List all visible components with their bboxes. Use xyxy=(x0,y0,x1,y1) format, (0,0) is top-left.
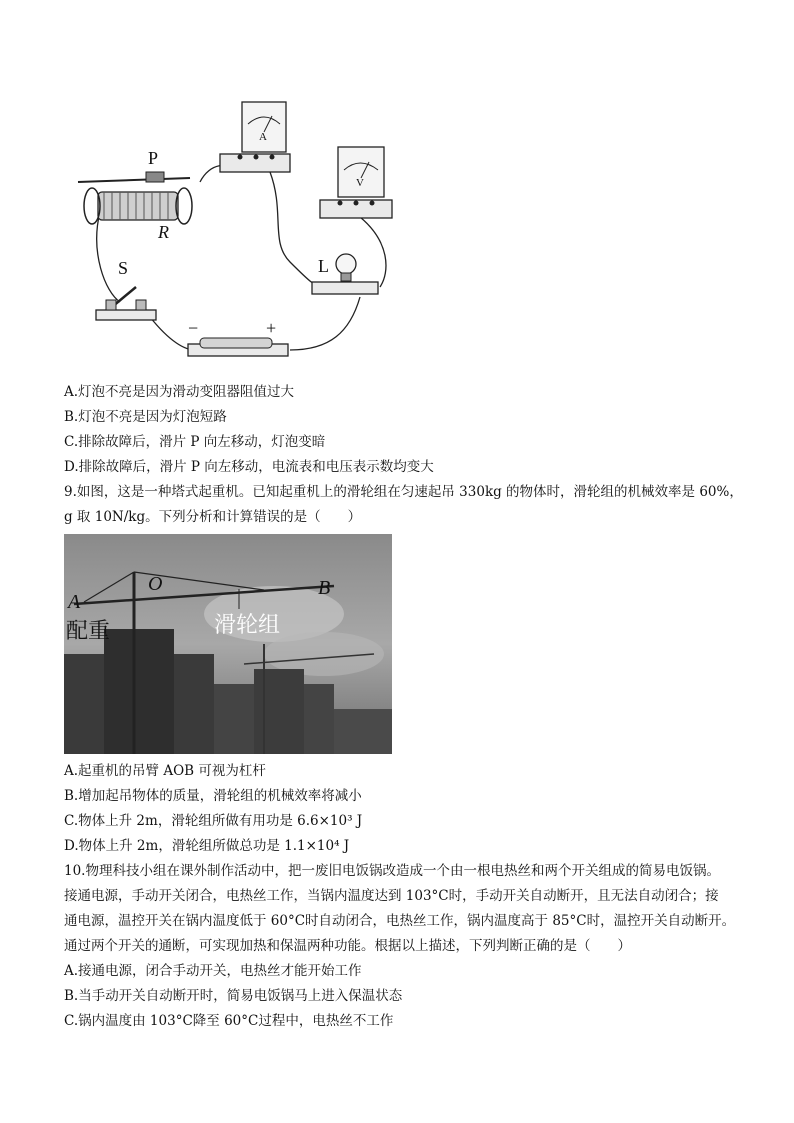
photo-label-pulley: 滑轮组 xyxy=(214,613,281,638)
q9-option-c: C.物体上升 2m，滑轮组所做有用功是 6.6×10³ J xyxy=(64,813,363,829)
switch-label: S xyxy=(118,258,129,278)
rheostat-label: R xyxy=(158,222,169,242)
q8-option-c: C.排除故障后，滑片 P 向左移动，灯泡变暗 xyxy=(64,434,326,450)
battery-negative-label: − xyxy=(188,318,199,338)
crane-photo xyxy=(64,534,392,754)
photo-label-a: A xyxy=(68,591,81,613)
q9-stem-line-1: 9.如图，这是一种塔式起重机。已知起重机上的滑轮组在匀速起吊 330kg 的物体时，滑轮组的机械效率是 60%， xyxy=(64,484,743,500)
battery xyxy=(188,338,288,356)
voltmeter-label: V xyxy=(356,177,364,189)
q9-option-b: B.增加起吊物体的质量，滑轮组的机械效率将减小 xyxy=(64,788,362,804)
wire xyxy=(360,217,386,287)
q9-option-a: A.起重机的吊臂 AOB 可视为杠杆 xyxy=(64,763,266,779)
q10-option-a: A.接通电源，闭合手动开关，电热丝才能开始工作 xyxy=(64,963,362,979)
q10-stem-line-2: 接通电源，手动开关闭合，电热丝工作，当锅内温度达到 103°C时，手动开关自动断开，且无法自动闭合；接 xyxy=(64,888,719,904)
lamp-label: L xyxy=(318,256,329,276)
wire xyxy=(97,212,120,302)
q10-option-c: C.锅内温度由 103°C降至 60°C过程中，电热丝不工作 xyxy=(64,1013,394,1029)
wire xyxy=(270,172,325,287)
wire xyxy=(290,297,360,350)
slider-label: P xyxy=(148,148,159,168)
switch xyxy=(96,287,156,320)
photo-label-counterweight: 配重 xyxy=(66,619,111,644)
rheostat xyxy=(78,172,192,224)
circuit-diagram xyxy=(60,92,400,364)
photo-label-o: O xyxy=(148,573,163,595)
q10-stem-line-3: 通电源，温控开关在锅内温度低于 60°C时自动闭合，电热丝工作，锅内温度高于 85°C时，温控开关自动断开。 xyxy=(64,913,736,929)
ammeter-label: A xyxy=(259,131,267,143)
q9-stem-line-2: g 取 10N/kg。下列分析和计算错误的是（ ） xyxy=(64,509,362,525)
q10-stem-line-1: 10.物理科技小组在课外制作活动中，把一废旧电饭锅改造成一个由一根电热丝和两个开关组成的简易电饭锅。 xyxy=(64,863,720,879)
q10-option-b: B.当手动开关自动断开时，简易电饭锅马上进入保温状态 xyxy=(64,988,403,1004)
photo-label-b: B xyxy=(318,577,331,599)
q8-option-a: A.灯泡不亮是因为滑动变阻器阻值过大 xyxy=(64,384,295,400)
q8-option-d: D.排除故障后，滑片 P 向左移动，电流表和电压表示数均变大 xyxy=(64,459,434,475)
q9-option-d: D.物体上升 2m，滑轮组所做总功是 1.1×10⁴ J xyxy=(64,838,350,854)
q10-stem-line-4: 通过两个开关的通断，可实现加热和保温两种功能。根据以上描述，下列判断正确的是（ ） xyxy=(64,938,631,954)
battery-positive-label: + xyxy=(266,318,277,338)
q8-option-b: B.灯泡不亮是因为灯泡短路 xyxy=(64,409,227,425)
ammeter xyxy=(220,102,290,172)
